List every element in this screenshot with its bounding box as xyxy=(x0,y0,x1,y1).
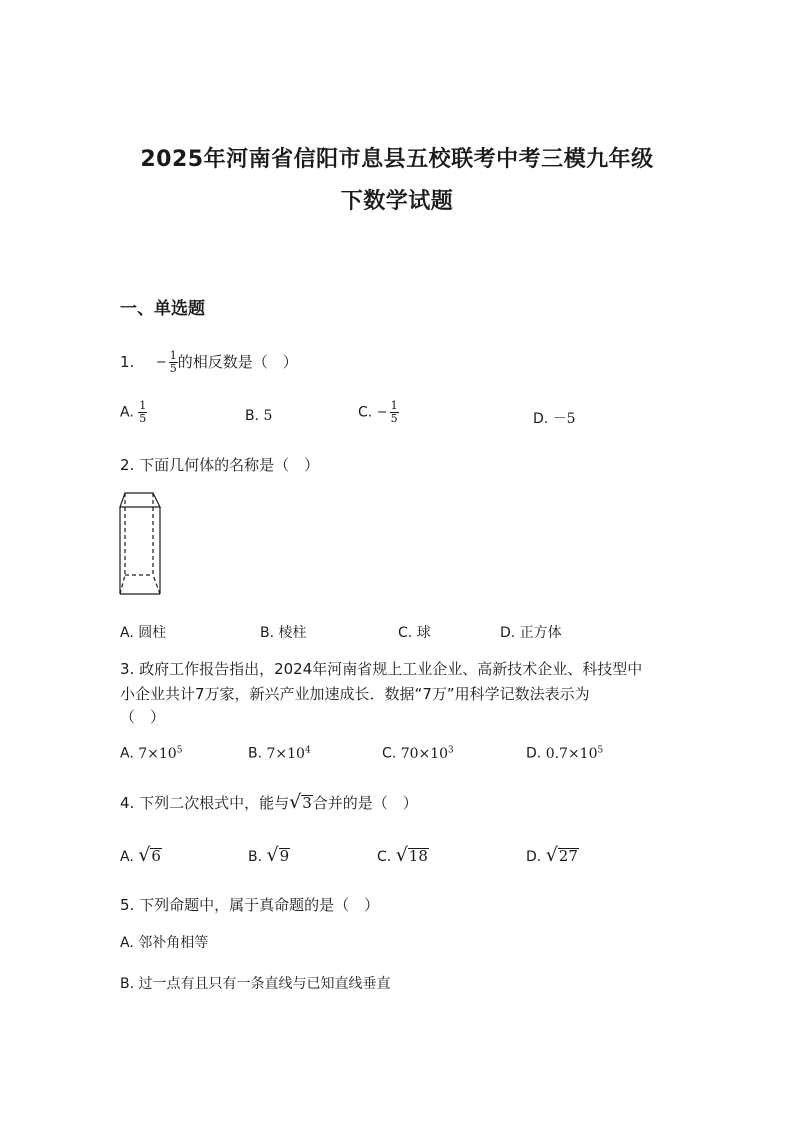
fraction xyxy=(390,400,399,425)
sqrt-icon: √ xyxy=(266,844,279,866)
option-letter: B. xyxy=(260,625,275,641)
page-title-line-2: 下数学试题 xyxy=(340,189,454,214)
radicand: 3 xyxy=(302,794,312,812)
option-3d[interactable] xyxy=(526,745,603,762)
option-letter: D. xyxy=(526,745,542,762)
fraction-numerator: 1 xyxy=(169,349,177,362)
option-letter: D. xyxy=(500,625,516,641)
fraction xyxy=(138,400,147,425)
sci-exponent: 5 xyxy=(176,745,183,755)
sci-notation xyxy=(401,746,454,762)
sqrt-icon: √ xyxy=(395,844,408,866)
fraction-denominator: 5 xyxy=(139,412,147,425)
sqrt-icon: √ xyxy=(138,844,151,866)
sqrt-expression xyxy=(546,846,579,865)
rectangular-prism-figure xyxy=(116,490,164,600)
sci-base: 7×10 xyxy=(266,745,305,762)
option-letter: B. xyxy=(248,849,263,865)
question-text: 下列二次根式中，能与 xyxy=(139,794,290,812)
fraction-numerator: 1 xyxy=(139,399,147,412)
fraction-numerator: 1 xyxy=(390,399,398,412)
question-text: 合并的是（ ） xyxy=(312,794,418,812)
option-letter: A. xyxy=(120,935,134,951)
option-value: 棱柱 xyxy=(278,625,307,641)
option-4d[interactable] xyxy=(526,846,579,865)
question-number: 3. xyxy=(120,660,135,678)
option-letter: D. xyxy=(526,849,542,865)
question-3-line-2: 小企业共计7万家，新兴产业加速成长．数据“7万”用科学记数法表示为 xyxy=(120,685,590,703)
option-letter: A. xyxy=(120,404,134,421)
sci-exponent: 4 xyxy=(304,745,311,755)
fraction xyxy=(169,350,178,375)
option-1c[interactable] xyxy=(358,400,399,425)
option-1d[interactable] xyxy=(533,408,576,428)
question-4 xyxy=(120,792,418,813)
option-1b[interactable] xyxy=(245,408,272,424)
option-letter: C. xyxy=(377,849,392,865)
question-number: 2. xyxy=(120,456,135,474)
question-2 xyxy=(120,454,319,475)
fraction-denominator: 5 xyxy=(169,362,177,375)
option-2b[interactable] xyxy=(260,622,307,642)
radicand: 9 xyxy=(279,847,290,865)
sqrt-expression xyxy=(138,846,162,865)
option-1a[interactable] xyxy=(120,400,147,425)
sci-exponent: 3 xyxy=(448,745,454,755)
option-2d[interactable] xyxy=(500,622,562,642)
option-value: 5 xyxy=(263,408,273,424)
option-value: 过一点有且只有一条直线与已知直线垂直 xyxy=(138,976,391,992)
option-2a[interactable] xyxy=(120,622,166,642)
question-text: 的相反数是（ ） xyxy=(177,353,298,371)
option-value: 球 xyxy=(416,625,431,641)
radicand: 6 xyxy=(151,847,161,865)
option-letter: B. xyxy=(120,976,135,992)
question-1 xyxy=(120,350,298,375)
option-3a[interactable] xyxy=(120,745,182,762)
question-number: 4. xyxy=(120,794,135,812)
option-value: －5 xyxy=(552,411,576,427)
option-value: 圆柱 xyxy=(138,625,167,641)
prism-hidden-edge xyxy=(120,575,125,594)
option-value: 正方体 xyxy=(519,625,562,641)
sci-base: 7×10 xyxy=(138,745,177,762)
question-5 xyxy=(120,894,379,915)
option-3b[interactable] xyxy=(248,745,311,762)
option-3c[interactable] xyxy=(382,745,454,762)
sci-notation xyxy=(546,746,604,762)
minus-sign: − xyxy=(376,405,388,420)
minus-sign: − xyxy=(155,355,167,370)
fraction-denominator: 5 xyxy=(390,412,398,425)
option-5b[interactable] xyxy=(120,973,391,993)
sqrt-expression xyxy=(289,793,313,812)
question-number: 1. xyxy=(120,353,135,371)
option-letter: B. xyxy=(245,408,260,424)
question-text: 下列命题中，属于真命题的是（ ） xyxy=(139,896,380,914)
sci-notation xyxy=(138,746,182,762)
sqrt-expression xyxy=(267,846,291,865)
radicand: 18 xyxy=(408,847,428,865)
option-letter: C. xyxy=(382,745,397,762)
sqrt-icon: √ xyxy=(289,791,302,813)
option-4b[interactable] xyxy=(248,846,290,865)
prism-hidden-edge xyxy=(153,575,160,594)
page-title-line-1: 2025年河南省信阳市息县五校联考中考三模九年级 xyxy=(140,147,654,172)
sqrt-icon: √ xyxy=(545,844,558,866)
sci-notation xyxy=(267,746,311,762)
option-letter: A. xyxy=(120,849,134,865)
option-letter: C. xyxy=(398,625,413,641)
option-letter: C. xyxy=(358,404,373,421)
question-3-line-3: （ ） xyxy=(120,708,166,726)
sqrt-expression xyxy=(396,846,429,865)
option-4c[interactable] xyxy=(377,846,429,865)
sci-base: 0.7×10 xyxy=(545,745,598,762)
sci-base: 70×10 xyxy=(400,745,449,762)
radicand: 27 xyxy=(558,847,578,865)
option-letter: A. xyxy=(120,625,134,641)
option-letter: A. xyxy=(120,745,134,762)
section-heading: 一、单选题 xyxy=(120,299,205,319)
option-2c[interactable] xyxy=(398,622,431,642)
option-value: 邻补角相等 xyxy=(138,935,209,951)
question-number: 5. xyxy=(120,896,135,914)
option-4a[interactable] xyxy=(120,846,162,865)
option-letter: D. xyxy=(533,411,549,427)
sci-exponent: 5 xyxy=(597,745,604,755)
option-5a[interactable] xyxy=(120,932,208,952)
option-letter: B. xyxy=(248,745,263,762)
question-3-line-1 xyxy=(120,658,642,679)
question-text: 政府工作报告指出，2024年河南省规上工业企业、高新技术企业、科技型中 xyxy=(139,660,643,678)
question-text: 下面几何体的名称是（ ） xyxy=(139,456,320,474)
prism-top-face xyxy=(120,493,160,507)
